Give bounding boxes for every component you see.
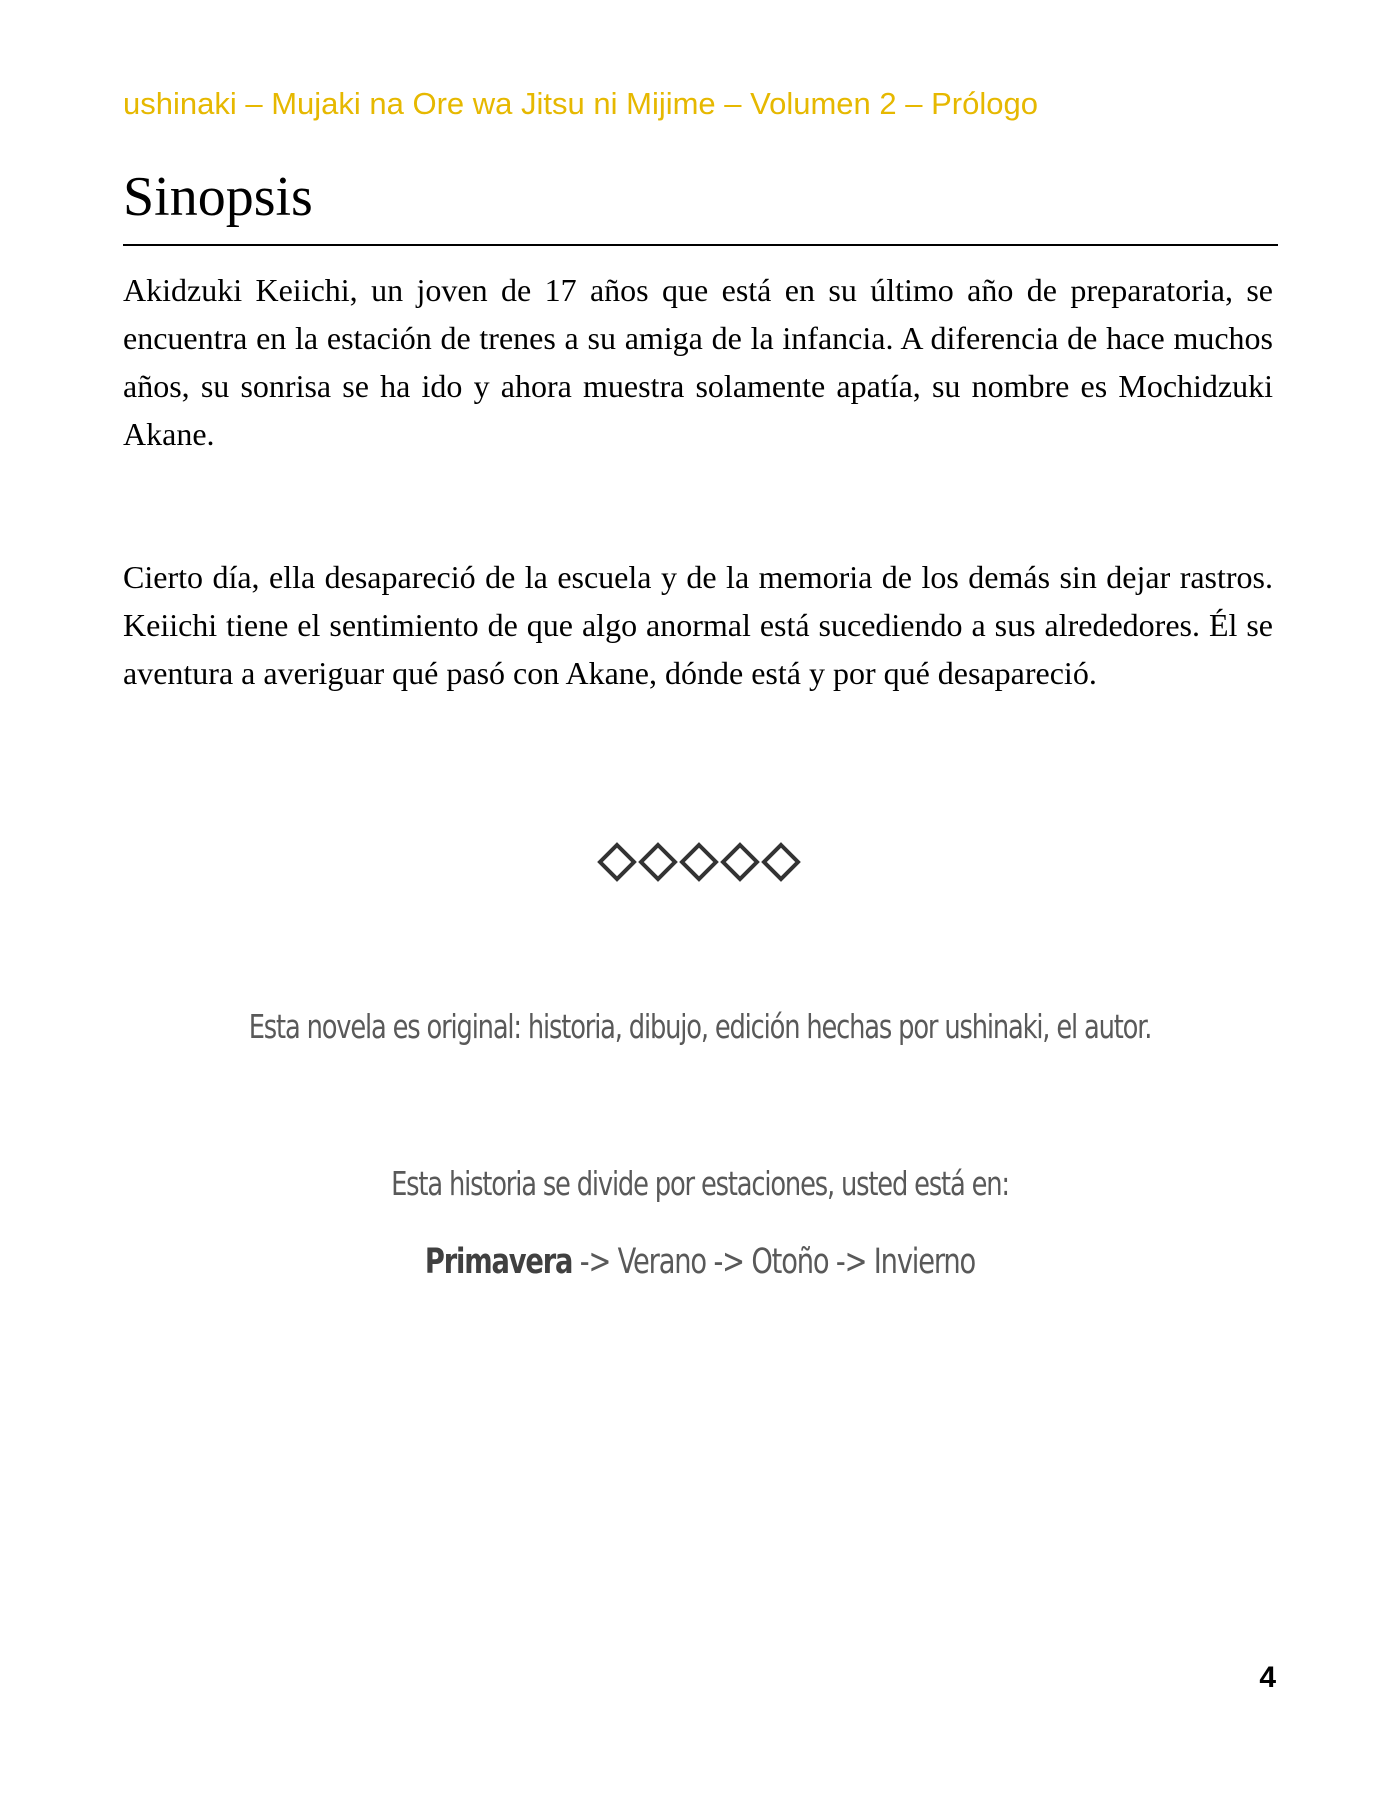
- section-title: Sinopsis: [123, 162, 1278, 246]
- diamond-icon: [723, 845, 757, 879]
- diamond-icon: [682, 845, 716, 879]
- section-ornament: [0, 840, 1400, 884]
- diamond-ornament-icon: [595, 840, 805, 884]
- remaining-seasons: -> Verano -> Otoño -> Invierno: [572, 1242, 976, 1282]
- diamond-icon: [764, 845, 798, 879]
- original-work-note: Esta novela es original: historia, dibujo, edición hechas por ushinaki, el autor.: [248, 1007, 1152, 1046]
- page-number: 4: [1259, 1661, 1276, 1694]
- synopsis-paragraph-1: Akidzuki Keiichi, un joven de 17 años que está en su último año de preparatoria, se encuentra en la estación de trenes a su amiga de la infancia. A diferencia de hace muchos años, su sonrisa se ha ido y ahora muestra solamente apatía, su nombre es Mochidzuki Akane.: [123, 272, 1273, 452]
- seasons-line: [154, 1238, 1246, 1286]
- current-season: Primavera: [424, 1242, 573, 1282]
- diamond-icon: [600, 845, 634, 879]
- synopsis-paragraph-2: Cierto día, ella desapareció de la escuela y de la memoria de los demás sin dejar rastros. Keiichi tiene el sentimiento de que algo anormal está sucediendo a sus alrededores. Él se aventura a averiguar qué pasó con Akane, dónde está y por qué desapareció.: [123, 559, 1273, 691]
- diamond-icon: [641, 845, 675, 879]
- running-header: ushinaki – Mujaki na Ore wa Jitsu ni Mijime – Volumen 2 – Prólogo: [123, 86, 1038, 121]
- seasons-intro-note: Esta historia se divide por estaciones, usted está en:: [391, 1164, 1009, 1203]
